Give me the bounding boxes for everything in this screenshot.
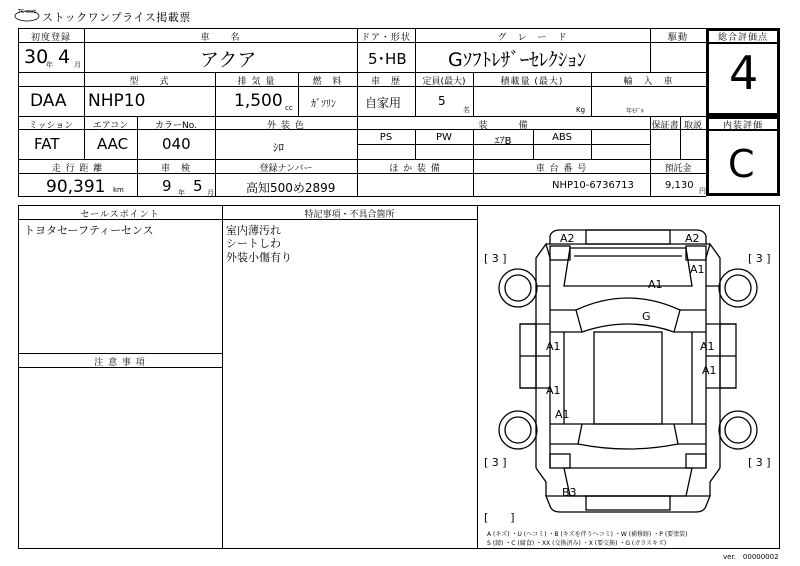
front-grille <box>586 230 670 244</box>
damage-mark: A2 <box>685 232 700 245</box>
remark-item: シートしわ <box>226 237 281 250</box>
brand-logo-text: TC-web <box>18 9 37 15</box>
car-name-label: 車 名 <box>200 33 241 43</box>
legend-line-2: S (錆) ・C (腐食) ・XX (交換済み) ・X (要交換) ・G (ガラスキズ) <box>487 540 667 547</box>
reserve: 9,130 <box>665 180 694 191</box>
equipment-item: ｴｱB <box>494 136 512 147</box>
km-unit: km <box>113 186 124 194</box>
rear-window <box>578 424 678 449</box>
equipment-item: PW <box>436 132 452 143</box>
displacement: 1,500 <box>234 91 283 111</box>
damage-mark: A1 <box>690 263 705 276</box>
model-prefix: DAA <box>30 91 67 111</box>
damage-mark: A1 <box>555 408 570 421</box>
equipment-label: 装 備 <box>478 121 529 131</box>
history-label: 車 歴 <box>370 77 401 87</box>
color-no: 040 <box>162 135 191 153</box>
mission: FAT <box>34 135 60 153</box>
plate-label: 登録ナンバー <box>259 164 313 174</box>
warranty-label: 保証書 <box>651 121 679 131</box>
displacement-label: 排 気 量 <box>237 77 276 87</box>
inspection-month-unit: 月 <box>207 189 214 197</box>
sales-points-label: セールスポイント <box>80 210 160 220</box>
damage-mark: B3 <box>562 486 577 499</box>
exterior-color-label: 外 装 色 <box>267 121 305 131</box>
chassis-no: NHP10-6736713 <box>552 180 634 191</box>
exterior-color: ｼﾛ <box>273 141 284 154</box>
bracket-bottom-right: [ 3 ] <box>748 456 771 469</box>
persons-unit: 名 <box>463 106 470 114</box>
mileage-label: 走 行 距 離 <box>51 164 104 174</box>
windshield <box>576 298 680 332</box>
inspection-label: 車 検 <box>160 164 191 174</box>
history: 自家用 <box>365 96 402 110</box>
reserve-label: 預託金 <box>664 164 692 174</box>
model-label: 型 式 <box>129 77 170 87</box>
interior-score-label: 内装評価 <box>722 121 763 131</box>
other-equipment-label: ほ か 装 備 <box>389 164 441 174</box>
roof <box>594 332 662 424</box>
first-reg-label: 初度登録 <box>30 33 71 43</box>
kg-unit: Kg <box>576 106 586 114</box>
manual-label: 取説 <box>683 121 702 131</box>
grade-label: グ レ ー ド <box>497 33 568 43</box>
import-label: 輸 入 車 <box>623 77 674 87</box>
bracket-top-left: [ 3 ] <box>484 252 507 265</box>
model-year-unit: 年ﾓﾃﾞﾙ <box>626 108 645 115</box>
legend-line-1: A (キズ) ・U (ヘコミ) ・B (キズを伴うヘコミ) ・W (補修跡) ・P (要塗装) <box>487 531 688 538</box>
overall-score-label: 総合評価点 <box>717 33 768 43</box>
damage-mark: A1 <box>648 278 663 291</box>
reg-month: 4 <box>58 46 71 68</box>
fuel: ｶﾞｿﾘﾝ <box>311 99 336 110</box>
reg-year: 30 <box>24 46 49 68</box>
sales-point-item: トヨタセーフティーセンス <box>24 224 154 237</box>
damage-mark: G <box>642 310 651 323</box>
color-no-label: カラーNo. <box>155 121 197 131</box>
car-name: アクア <box>200 49 257 71</box>
grade: Gｿﾌﾄﾚｻﾞｰｾﾚｸｼｮﾝ <box>448 49 587 71</box>
hood <box>564 248 692 286</box>
yen-unit: 円 <box>699 187 706 195</box>
bracket-empty: [ ] <box>484 511 515 524</box>
load-label: 積載量 (最大) <box>500 77 564 87</box>
fuel-label: 燃 料 <box>312 77 343 87</box>
remark-item: 室内薄汚れ <box>226 224 281 237</box>
capacity: 5 <box>438 94 446 108</box>
trunk <box>564 468 692 496</box>
equipment-item: ABS <box>552 132 572 143</box>
damage-mark: A1 <box>702 364 717 377</box>
aircon-label: エアコン <box>92 121 129 131</box>
overall-score: 4 <box>729 46 759 100</box>
remarks-label: 特記事項・不具合箇所 <box>304 210 395 220</box>
mileage: 90,391 <box>46 177 106 197</box>
month-unit: 月 <box>74 61 81 69</box>
inspection-month: 5 <box>193 177 203 195</box>
mission-label: ミッション <box>28 121 74 131</box>
damage-mark: A1 <box>546 340 561 353</box>
chassis-no-label: 車 台 番 号 <box>535 164 588 174</box>
damage-mark: A1 <box>546 384 561 397</box>
cc-unit: cc <box>285 104 293 112</box>
inspection-year-unit: 年 <box>178 189 185 197</box>
version-label: ver. 00000002 <box>723 553 779 561</box>
car-damage-diagram <box>478 206 778 548</box>
damage-mark: A1 <box>700 340 715 353</box>
bracket-bottom-left: [ 3 ] <box>484 456 507 469</box>
notes-label: 注 意 事 項 <box>94 358 146 368</box>
plate: 高知500め2899 <box>246 181 336 195</box>
aircon: AAC <box>97 135 129 153</box>
equipment-item: PS <box>379 132 393 143</box>
page-title: ストックワンプライス掲載票 <box>42 11 191 24</box>
year-unit: 年 <box>46 61 53 69</box>
door-shape-label: ドア・形状 <box>361 33 411 43</box>
model: NHP10 <box>88 91 146 111</box>
damage-mark: A2 <box>560 232 575 245</box>
remark-item: 外装小傷有り <box>226 251 292 264</box>
inspection-year: 9 <box>162 177 172 195</box>
capacity-label: 定員(最大) <box>422 77 466 87</box>
drive-label: 駆動 <box>667 33 688 43</box>
door-shape: 5･HB <box>368 50 407 68</box>
interior-score: C <box>728 142 755 186</box>
bracket-top-right: [ 3 ] <box>748 252 771 265</box>
